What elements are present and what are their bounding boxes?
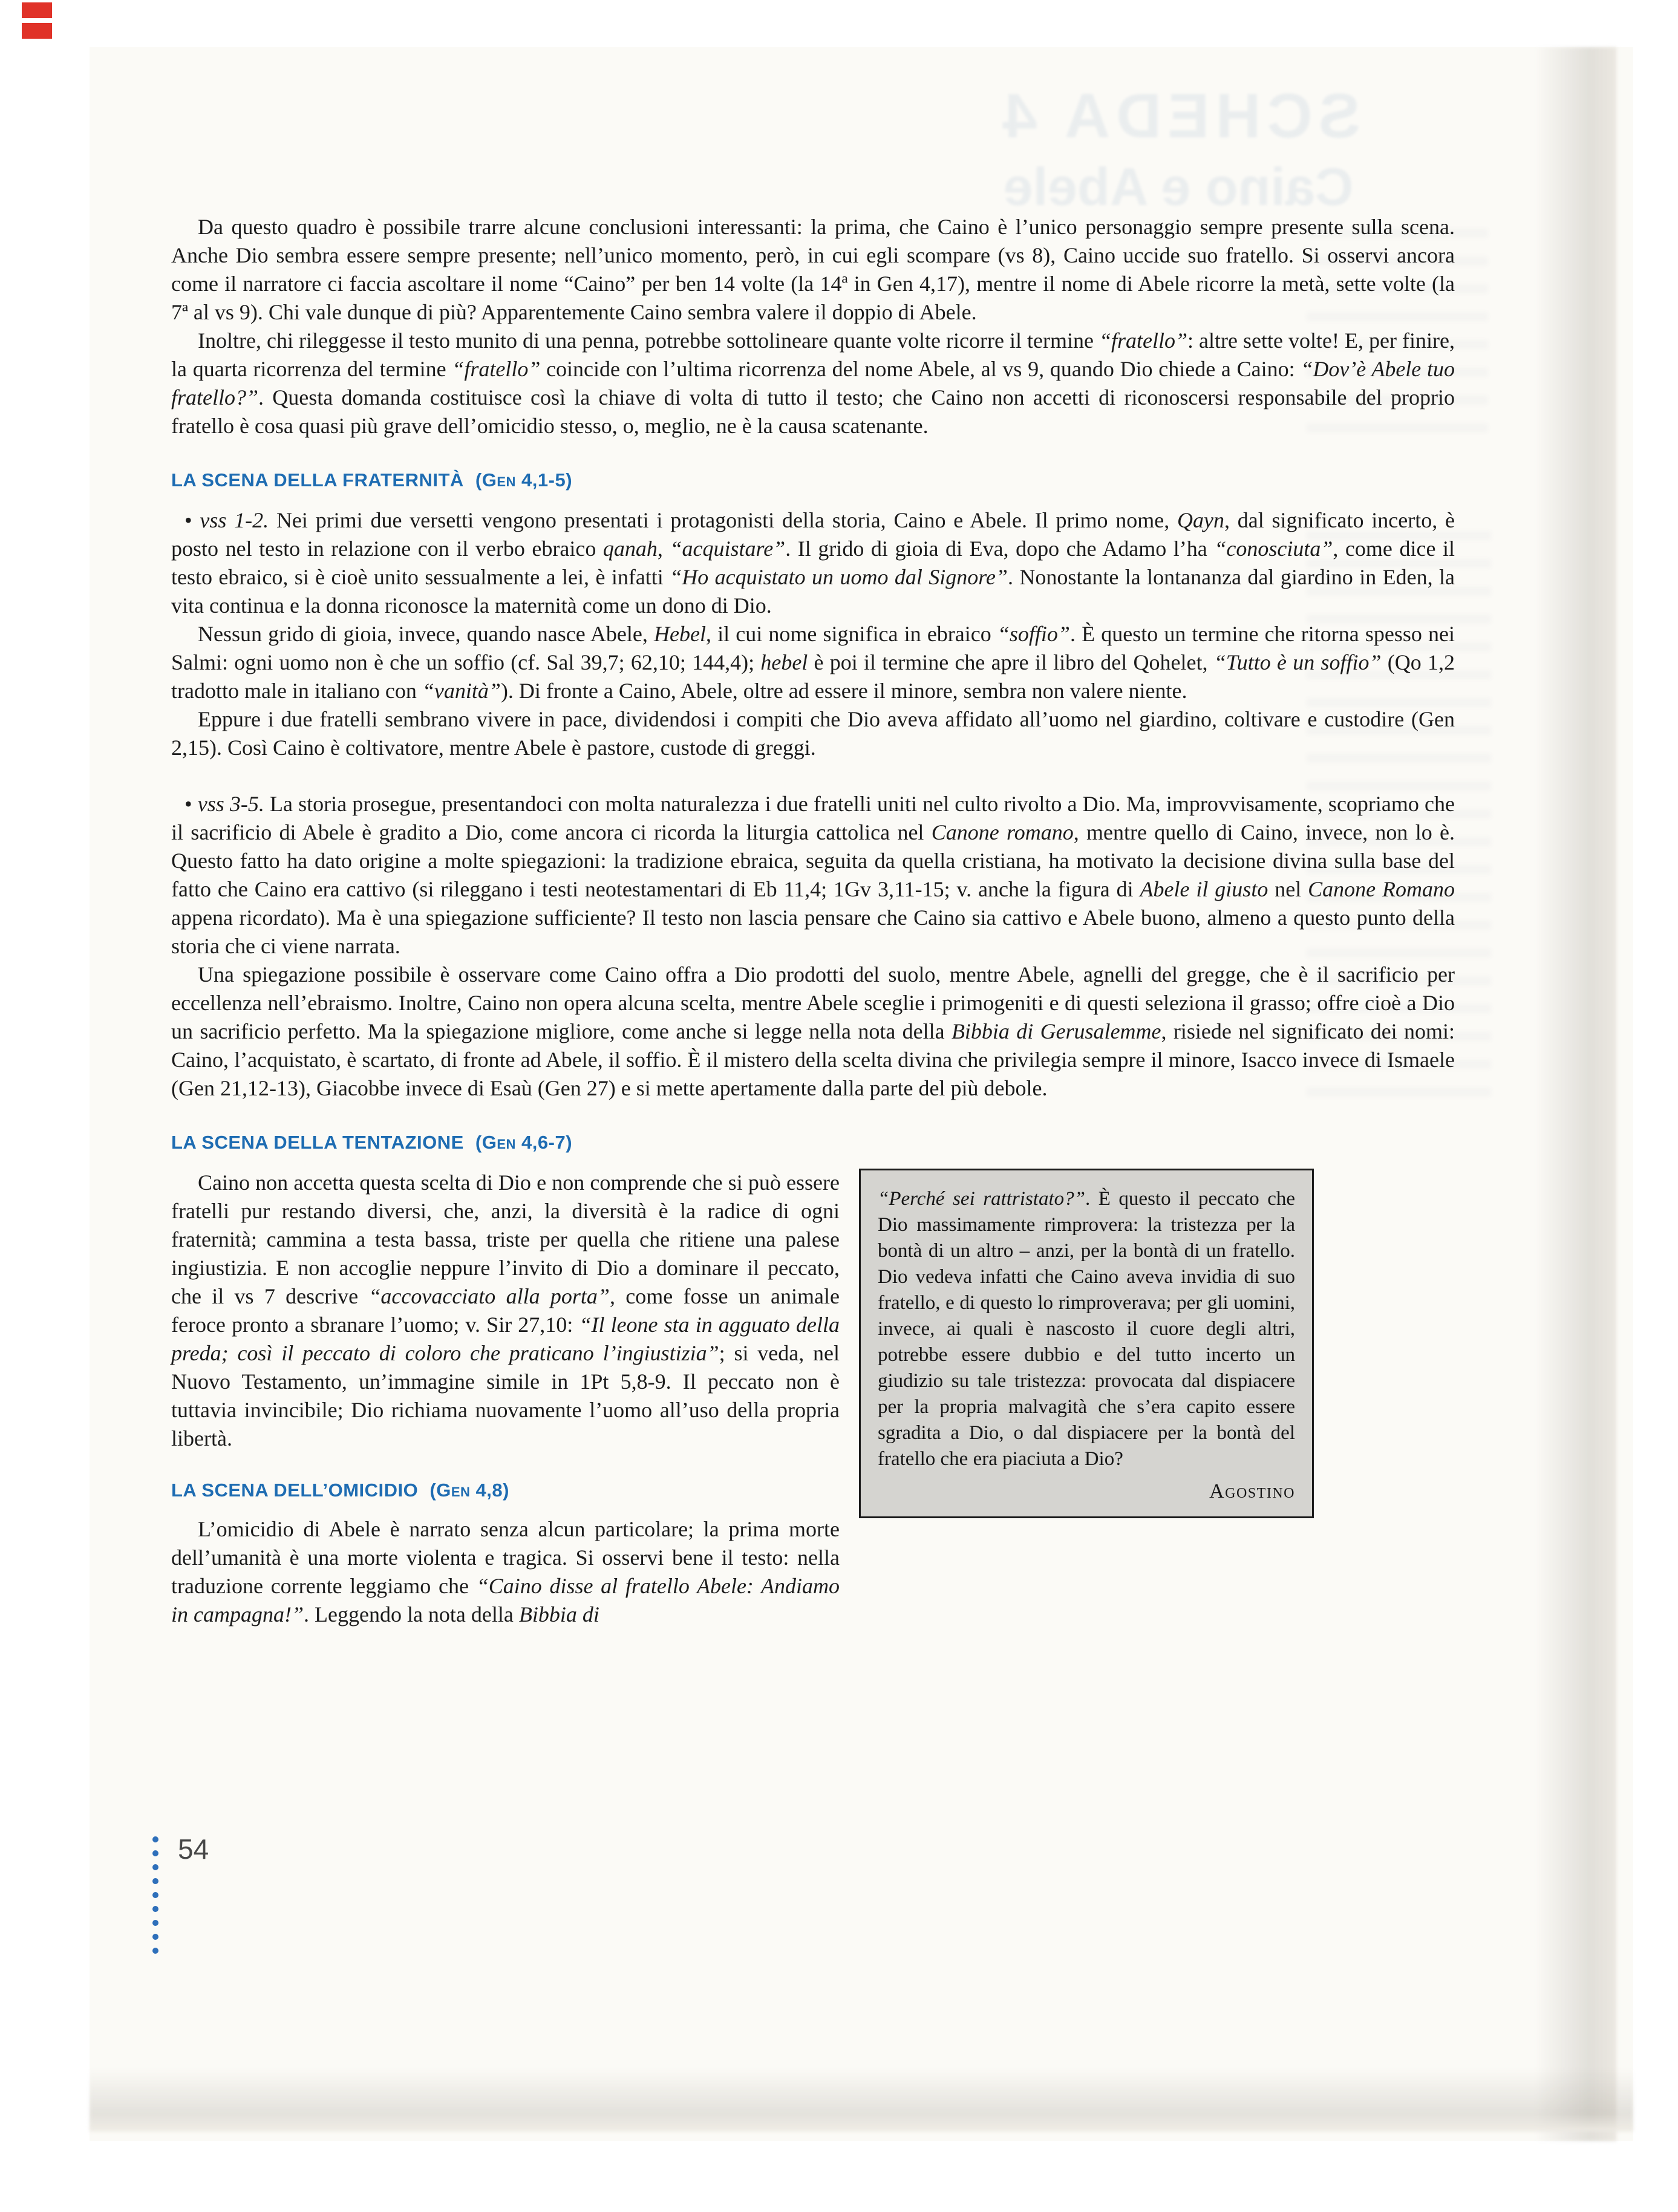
registration-mark-bottom xyxy=(22,23,52,39)
paragraph-conclusioni: Da questo quadro è possibile trarre alcune conclusioni interessanti: la prima, che Caino è l’unico personaggio sempre presente sulla scena. Anche Dio sembra essere sempre presente; nell’unico momento, però, in cui egli scompare (vs 8), Caino uccide suo fratello. Si osservi ancora come il narratore ci faccia ascoltare il nome “Caino” per ben 14 volte (la 14ª in Gen 4,17), mentre il nome di Abele ricorre la metà, sette volte (la 7ª al vs 9). Chi vale dunque di più? Apparentemente Caino sembra valere il doppio di Abele. xyxy=(171,215,1455,324)
dot xyxy=(152,1864,158,1870)
text-column xyxy=(171,213,1455,1629)
page-edge-shadow-right xyxy=(1535,47,1616,2141)
page-number-dots xyxy=(152,1836,158,1954)
paragraph-caino-non-accetta: Caino non accetta questa scelta di Dio e non comprende che si può essere fratelli pur restando diversi, che, anzi, la diversità è la radice di ogni fraternità; cammina a testa bassa, triste per quella che ritiene una palese ingiustizia. E non accoglie neppure l’invito di Dio a dominare il peccato, che il vs 7 descrive “accovacciato alla porta”, come fosse un animale feroce pronto a sbranare l’uomo; v. Sir 27,10: “Il leone sta in agguato della preda; così il peccato di coloro che praticano l’ingiustizia”; si veda, nel Nuovo Testamento, un’immagine simile in 1Pt 5,8-9. Il peccato non è tuttavia invincibile; Dio richiama nuovamente l’uomo all’uso della propria libertà. xyxy=(171,1170,840,1450)
section-heading-fraternita xyxy=(171,466,1455,494)
section-heading-ref: (Gen 4,8) xyxy=(429,1480,509,1501)
dot xyxy=(152,1878,158,1884)
section-heading-ref: (Gen 4,6-7) xyxy=(475,1132,573,1153)
page-number: 54 xyxy=(178,1833,209,1865)
dot xyxy=(152,1906,158,1912)
section-heading-tentazione xyxy=(171,1128,1455,1157)
dot xyxy=(152,1920,158,1926)
section-heading-label: LA SCENA DELLA FRATERNITÀ xyxy=(171,469,464,491)
two-column-section xyxy=(171,1169,1455,1629)
page-edge-shadow-bottom xyxy=(90,2068,1633,2132)
paragraph-una-spiegazione: Una spiegazione possibile è osservare come Caino offra a Dio prodotti del suolo, mentre Abele, agnelli del gregge, che è il sacrificio per eccellenza nell’ebraismo. Inoltre, Caino non opera alcuna scelta, mentre Abele sceglie i primogeniti e di questi seleziona il grasso; offre cioè a Dio un sacrificio perfetto. Ma la spiegazione migliore, come anche si legge nella nota della Bibbia di Gerusalemme, risiede nel significato dei nomi: Caino, l’acquistato, è scartato, di fronte ad Abele, il soffio. È il mistero della scelta divina che privilegia sempre il minore, Isacco invece di Ismaele (Gen 21,12-13), Giacobbe invece di Esaù (Gen 27) e si mette apertamente dalla parte del più debole. xyxy=(171,962,1455,1100)
page-paper xyxy=(90,47,1633,2141)
augustine-quote-box xyxy=(859,1169,1314,1518)
dot xyxy=(152,1850,158,1856)
dot xyxy=(152,1892,158,1898)
section-heading-label: LA SCENA DELL’OMICIDIO xyxy=(171,1480,419,1501)
quote-text: “Perché sei rattristato?”. È questo il peccato che Dio massimamente rimprovera: la tristezza per la bontà di un altro – anzi, per la bontà di un fratello. Dio vedeva infatti che Caino aveva invidia di suo fratello, e di questo lo rimproverava; per gli uomini, invece, ai quali è nascosto il cuore degli altri, potrebbe essere dubbio e del tutto incerto un giudizio su tale tristezza: provocata dal dispiacere per la propria malvagità che s’era capito essere sgradita a Dio, o dal dispiacere per la bontà del fratello che era piaciuta a Dio? xyxy=(878,1188,1296,1470)
left-text-column xyxy=(171,1169,840,1629)
paragraph-vss-3-5: • vss 3-5. La storia prosegue, presentandoci con molta naturalezza i due fratelli uniti nel culto rivolto a Dio. Ma, improvvisamente, scopriamo che il sacrificio di Abele è gradito a Dio, come ancora ci ricorda la liturgia cattolica nel Canone romano, mentre quello di Caino, invece, non lo è. Questo fatto ha dato origine a molte spiegazioni: la tradizione ebraica, seguita da quella cristiana, ha motivato la decisione divina sulla base del fatto che Caino era cattivo (si rileggano i testi neotestamentari di Eb 11,4; 1Gv 3,11-15; v. anche la figura di Abele il giusto nel Canone Romano appena ricordato). Ma è una spiegazione sufficiente? Il testo non lascia pensare che Caino sia cattivo e Abele buono, almeno a questo punto della storia che ci viene narrata. xyxy=(171,792,1455,958)
dot xyxy=(152,1934,158,1940)
dot xyxy=(152,1948,158,1954)
paragraph-eppure: Eppure i due fratelli sembrano vivere in pace, dividendosi i compiti che Dio aveva affidato all’uomo nel giardino, coltivare e custodire (Gen 2,15). Così Caino è coltivatore, mentre Abele è pastore, custode di greggi. xyxy=(171,707,1455,760)
section-heading-omicidio xyxy=(171,1476,840,1504)
paragraph-vss-1-2: • vss 1-2. Nei primi due versetti vengono presentati i protagonisti della storia, Caino e Abele. Il primo nome, Qayn, dal significato incerto, è posto nel testo in relazione con il verbo ebraico qanah, “acquistare”. Il grido di gioia di Eva, dopo che Adamo l’ha “conosciuta”, come dice il testo ebraico, si è cioè unito sessualmente a lei, è infatti “Ho acquistato un uomo dal Signore”. Nonostante la lontananza dal giardino in Eden, la vita continua e la donna riconosce la maternità come un dono di Dio. xyxy=(171,508,1455,618)
paragraph-fratello-ricorrenze: Inoltre, chi rileggesse il testo munito di una penna, potrebbe sottolineare quante volte ricorre il termine “fratello”: altre sette volte! E, per finire, la quarta ricorrenza del termine “fratello” coincide con l’ultima ricorrenza del nome Abele, al vs 9, quando Dio chiede a Caino: “Dov’è Abele tuo fratello?”. Questa domanda costituisce così la chiave di volta di tutto il testo; che Caino non accetti di riconoscersi responsabile del proprio fratello è cosa quasi più grave dell’omicidio stesso, o, meglio, ne è la causa scatenante. xyxy=(171,328,1455,438)
bleedthrough-line-1: SCHEDA 4 xyxy=(996,81,1361,151)
dot xyxy=(152,1836,158,1842)
bleedthrough-title xyxy=(846,80,1511,218)
quote-attribution: Agostino xyxy=(1209,1480,1295,1502)
paragraph-omicidio-abele: L’omicidio di Abele è narrato senza alcun particolare; la prima morte dell’umanità è una morte violenta e tragica. Si osservi bene il testo: nella traduzione corrente leggiamo che “Caino disse al fratello Abele: Andiamo in campagna!”. Leggendo la nota della Bibbia di xyxy=(171,1517,840,1626)
section-heading-ref: (Gen 4,1-5) xyxy=(475,469,573,491)
registration-mark-top xyxy=(22,2,52,18)
bleedthrough-line-2: Caino e Abele xyxy=(1003,157,1354,217)
paragraph-nessun-grido: Nessun grido di gioia, invece, quando nasce Abele, Hebel, il cui nome significa in ebraico “soffio”. È questo un termine che ritorna spesso nei Salmi: ogni uomo non è che un soffio (cf. Sal 39,7; 62,10; 144,4); hebel è poi il termine che apre il libro del Qohelet, “Tutto è un soffio” (Qo 1,2 tradotto male in italiano con “vanità”). Di fronte a Caino, Abele, oltre ad essere il minore, sembra non valere niente. xyxy=(171,622,1455,703)
section-heading-label: LA SCENA DELLA TENTAZIONE xyxy=(171,1132,464,1153)
